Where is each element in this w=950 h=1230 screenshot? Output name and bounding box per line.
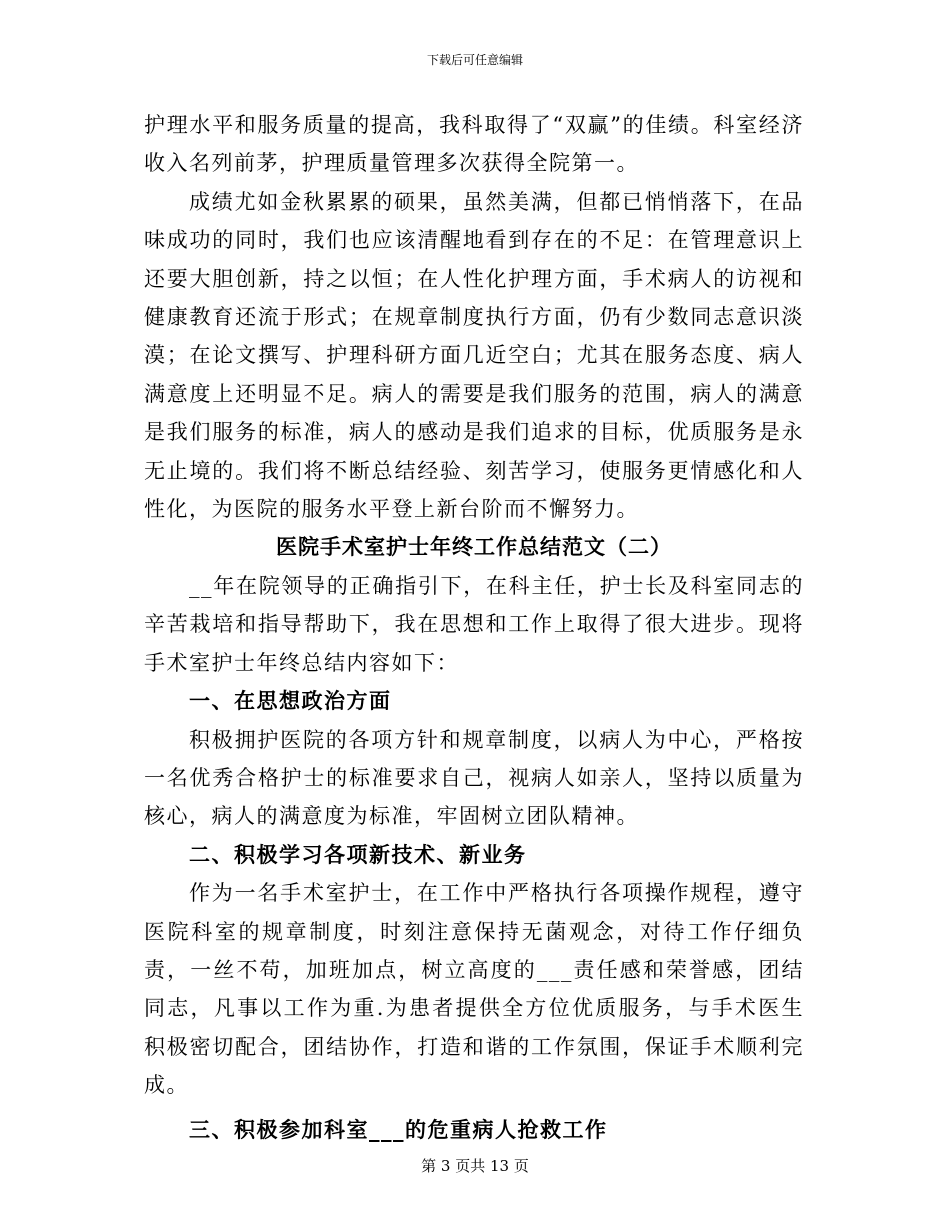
page-header: 下载后可任意编辑 (426, 53, 523, 67)
paragraph-intro: __年在院领导的正确指引下，在科主任，护士长及科室同志的辛苦栽培和指导帮助下，我在思想和工作上取得了很大进步。现将手术室护士年终总结内容如下： (144, 573, 804, 675)
paragraph-new-technology: 作为一名手术室护士，在工作中严格执行各项操作规程，遵守医院科室的规章制度，时刻注意保持无菌观念，对待工作仔细负责，一丝不苟，加班加点，树立高度的___责任感和荣誉感，团结同志，凡事以工作为重.为患者提供全方位优质服务，与手术医生积极密切配合，团结协作，打造和谐的工作氛围，保证手术顺利完成。 (144, 881, 804, 1098)
paragraph-continued: 护理水平和服务质量的提高，我科取得了“双赢”的佳绩。科室经济收入名列前茅，护理质量管理多次获得全院第一。 (144, 113, 804, 176)
heading-new-technology: 二、积极学习各项新技术、新业务 (189, 841, 527, 867)
section-title: 医院手术室护士年终工作总结范文（二） (276, 534, 672, 560)
heading-rescue-work: 三、积极参加科室___的危重病人抢救工作 (189, 1116, 608, 1142)
page-content (144, 106, 804, 1149)
paragraph-shortcomings: 成绩尤如金秋累累的硕果，虽然美满，但都已悄悄落下，在品味成功的同时，我们也应该清醒地看到存在的不足：在管理意识上还要大胆创新，持之以恒；在人性化护理方面，手术病人的访视和健康教育还流于形式；在规章制度执行方面，仍有少数同志意识淡漠；在论文撰写、护理科研方面几近空白；尤其在服务态度、病人满意度上还明显不足。病人的需要是我们服务的范围，病人的满意是我们服务的标准，病人的感动是我们追求的目标，优质服务是永无止境的。我们将不断总结经验、刻苦学习，使服务更情感化和人性化，为医院的服务水平登上新台阶而不懈努力。 (144, 189, 804, 522)
heading-political: 一、在思想政治方面 (189, 688, 392, 714)
page-footer: 第 3 页共 13 页 (421, 1157, 529, 1175)
paragraph-political: 积极拥护医院的各项方针和规章制度，以病人为中心，严格按一名优秀合格护士的标准要求自己，视病人如亲人，坚持以质量为核心，病人的满意度为标准，牢固树立团队精神。 (144, 727, 804, 829)
